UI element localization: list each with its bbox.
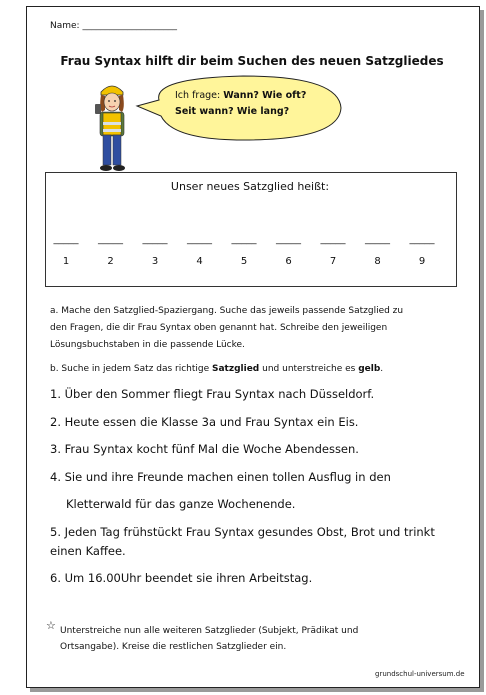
blank-7[interactable]: _____ [320, 234, 346, 245]
blank-5[interactable]: _____ [231, 234, 257, 245]
number-2: 2 [107, 256, 114, 267]
sentence-6: 6. Um 16.00Uhr beendet sie ihren Arbeitstag. [50, 571, 313, 585]
sentence-2: 2. Heute essen die Klasse 3a und Frau Syntax ein Eis. [50, 415, 359, 429]
blank-8[interactable]: _____ [365, 234, 390, 245]
instruction-b-text: b. Suche in jedem Satz das richtige [50, 364, 212, 374]
number-1: 1 [62, 256, 70, 267]
sentence-5-line2: einen Kaffee. [50, 544, 126, 558]
instruction-b-bold-satzglied: Satzglied [212, 364, 260, 374]
instruction-a-line2: den Fragen, die dir Frau Syntax oben genannt hat. Schreibe den jeweiligen [50, 323, 388, 333]
blank-2[interactable]: _____ [98, 234, 123, 245]
footer-task [60, 623, 420, 655]
solution-numbers [49, 256, 439, 267]
sentence-5-line1: 5. Jeden Tag frühstückt Frau Syntax gesundes Obst, Brot und trinkt [50, 525, 435, 539]
blank-4[interactable]: _____ [187, 234, 212, 245]
blank-1[interactable]: _____ [53, 234, 79, 245]
instruction-b-end: . [380, 364, 384, 374]
frau-syntax-illustration [92, 82, 132, 174]
sentence-1: 1. Über den Sommer fliegt Frau Syntax nach Düsseldorf. [50, 387, 375, 401]
number-3: 3 [151, 256, 159, 267]
number-8: 8 [374, 256, 381, 267]
solution-blanks [49, 234, 439, 245]
instruction-a-line3: Lösungsbuchstaben in die passende Lücke. [50, 340, 245, 350]
name-line: _____________________ [82, 21, 177, 31]
footer-task-line1: Unterstreiche nun alle weiteren Satzglieder (Subjekt, Prädikat und [60, 626, 359, 636]
sentence-4-line1: 4. Sie und ihre Freunde machen einen tollen Ausflug in den [50, 470, 391, 484]
bubble-prefix: Ich frage: [175, 90, 221, 101]
blank-3[interactable]: _____ [142, 234, 168, 245]
number-4: 4 [196, 256, 203, 267]
instruction-b-text-2: und unterstreiche es [259, 364, 359, 374]
solution-heading: Unser neues Satzglied heißt: [170, 180, 330, 193]
number-5: 5 [240, 256, 248, 267]
blank-9[interactable]: _____ [409, 234, 435, 245]
instruction-a-line1: a. Mache den Satzglied-Spaziergang. Suche das jeweils passende Satzglied zu [50, 306, 404, 316]
bubble-questions-2: Seit wann? Wie lang? [175, 106, 290, 117]
name-label: Name: [50, 21, 80, 31]
sentence-3: 3. Frau Syntax kocht fünf Mal die Woche Abendessen. [50, 442, 359, 456]
number-9: 9 [418, 256, 426, 267]
number-7: 7 [329, 256, 337, 267]
sentence-4-line2: Kletterwald für das ganze Wochenende. [66, 497, 296, 511]
number-6: 6 [285, 256, 292, 267]
site-credit: grundschul-universum.de [375, 670, 465, 678]
bubble-questions-1: Wann? Wie oft? [223, 90, 307, 101]
bubble-text [175, 88, 306, 120]
instruction-b [50, 361, 430, 378]
footer-task-line2: Ortsangabe). Kreise die restlichen Satzglieder ein. [60, 642, 287, 652]
blank-6[interactable]: _____ [276, 234, 301, 245]
star-icon: ☆ [46, 619, 56, 632]
page-title: Frau Syntax hilft dir beim Suchen des neuen Satzgliedes [60, 54, 444, 68]
name-field [50, 21, 177, 31]
instruction-b-bold-gelb: gelb [358, 364, 381, 374]
